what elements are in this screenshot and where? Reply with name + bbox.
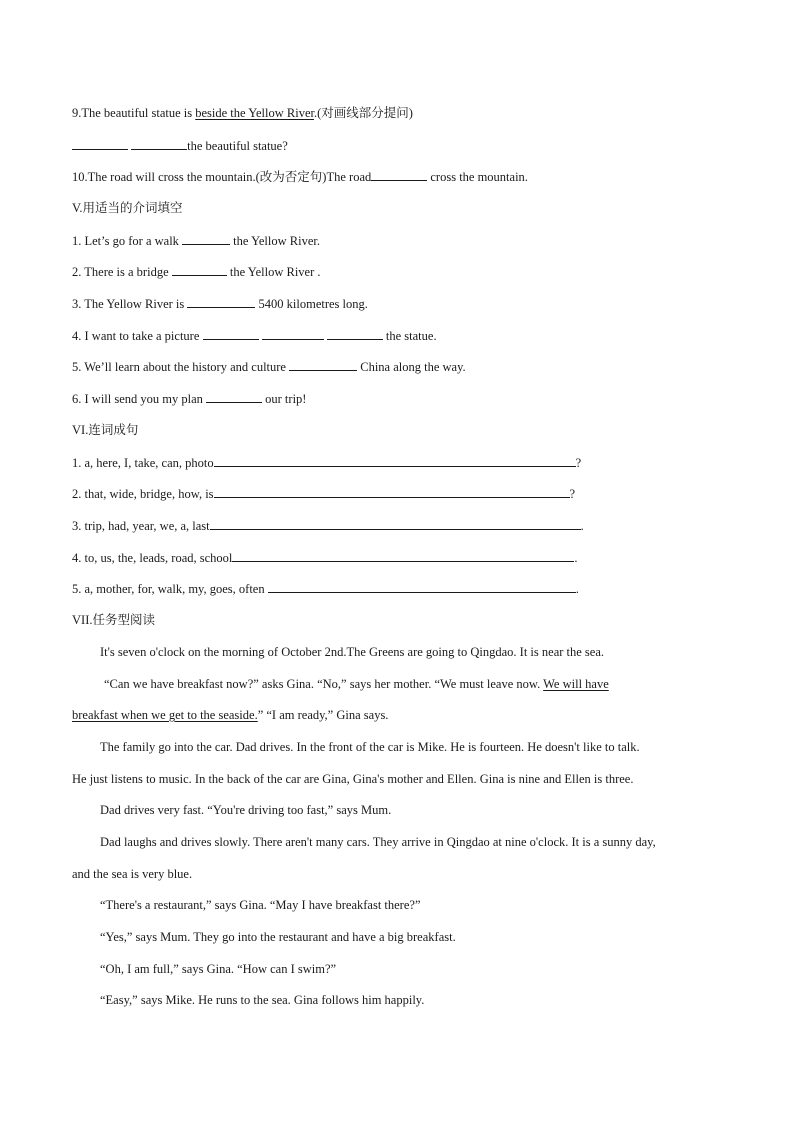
s5-q5-text-end: China along the way. bbox=[357, 360, 466, 374]
para-2-underlined-cont: breakfast when we get to the seaside. bbox=[72, 708, 258, 722]
s5-q2-text-end: the Yellow River . bbox=[226, 265, 321, 279]
answer-line[interactable] bbox=[214, 485, 570, 498]
passage-para-7: “Yes,” says Mum. They go into the restaurant and have a big breakfast. bbox=[100, 930, 456, 944]
q9-instruction: .(对画线部分提问) bbox=[313, 106, 413, 120]
passage-para-3: The family go into the car. Dad drives. In the front of the car is Mike. He is fourteen. He doesn't like to talk. bbox=[100, 740, 640, 754]
s6-q5-words: 5. a, mother, for, walk, my, goes, often bbox=[72, 582, 268, 596]
s5-q1-text: 1. Let’s go for a walk bbox=[72, 234, 183, 248]
question-10 bbox=[72, 168, 528, 185]
passage-para-2-cont bbox=[72, 707, 388, 723]
section-6-heading: VI.连词成句 bbox=[72, 423, 139, 437]
passage-para-8: “Oh, I am full,” says Gina. “How can I swim?” bbox=[100, 962, 337, 976]
s6-q3-punct: . bbox=[580, 519, 584, 533]
answer-line[interactable] bbox=[232, 549, 574, 562]
s5-q3-text-end: 5400 kilometres long. bbox=[255, 297, 368, 311]
passage-para-1: It's seven o'clock on the morning of October 2nd.The Greens are going to Qingdao. It is near the sea. bbox=[100, 645, 605, 659]
answer-line[interactable] bbox=[268, 580, 576, 593]
answer-blank[interactable] bbox=[203, 327, 259, 340]
s5-question-2 bbox=[72, 263, 321, 280]
s6-q5-punct: . bbox=[575, 582, 579, 596]
s6-question-5 bbox=[72, 580, 579, 597]
answer-blank[interactable] bbox=[327, 327, 383, 340]
question-9 bbox=[72, 105, 413, 121]
section-7-heading: VII.任务型阅读 bbox=[72, 613, 155, 627]
answer-blank[interactable] bbox=[172, 263, 227, 276]
q9-underlined-part: beside the Yellow River bbox=[195, 106, 314, 120]
question-9-answer bbox=[72, 137, 288, 154]
passage-para-6: “There's a restaurant,” says Gina. “May I have breakfast there?” bbox=[100, 898, 421, 912]
s5-q5-text: 5. We’ll learn about the history and culture bbox=[72, 360, 290, 374]
s5-question-5 bbox=[72, 358, 466, 375]
s5-q6-text-end: our trip! bbox=[262, 392, 307, 406]
s6-question-2 bbox=[72, 485, 575, 502]
answer-line[interactable] bbox=[210, 517, 581, 530]
passage-para-9: “Easy,” says Mike. He runs to the sea. Gina follows him happily. bbox=[100, 993, 425, 1007]
s6-q3-words: 3. trip, had, year, we, a, last bbox=[72, 519, 210, 533]
q9b-text: the beautiful statue? bbox=[187, 139, 288, 153]
s5-q3-text: 3. The Yellow River is bbox=[72, 297, 188, 311]
q10-text: 10.The road will cross the mountain.(改为否定句)The road bbox=[72, 170, 372, 184]
s5-q1-text-end: the Yellow River. bbox=[230, 234, 320, 248]
para-2-underlined: We will have bbox=[543, 677, 609, 691]
s5-q4-text-end: the statue. bbox=[382, 329, 437, 343]
q10-text-end: cross the mountain. bbox=[427, 170, 528, 184]
s6-q2-punct: ? bbox=[569, 487, 576, 501]
s5-question-6 bbox=[72, 390, 306, 407]
answer-blank[interactable] bbox=[187, 295, 255, 308]
answer-blank[interactable] bbox=[182, 232, 230, 245]
passage-para-2 bbox=[104, 676, 609, 692]
s6-q1-punct: ? bbox=[575, 456, 582, 470]
s5-q2-text: 2. There is a bridge bbox=[72, 265, 172, 279]
s5-q4-text: 4. I want to take a picture bbox=[72, 329, 203, 343]
section-5-heading: V.用适当的介词填空 bbox=[72, 201, 183, 215]
answer-blank[interactable] bbox=[72, 137, 128, 150]
s5-question-1 bbox=[72, 232, 320, 249]
s6-q4-punct: . bbox=[574, 551, 578, 565]
para-2-text-end: ” “I am ready,” Gina says. bbox=[257, 708, 389, 722]
s5-question-4 bbox=[72, 327, 437, 344]
answer-blank[interactable] bbox=[371, 168, 427, 181]
answer-blank[interactable] bbox=[131, 137, 187, 150]
answer-line[interactable] bbox=[214, 454, 576, 467]
s6-question-3 bbox=[72, 517, 584, 534]
para-2-text: “Can we have breakfast now?” asks Gina. “No,” says her mother. “We must leave now. bbox=[104, 677, 544, 691]
passage-para-5-cont: and the sea is very blue. bbox=[72, 867, 193, 881]
s6-q1-words: 1. a, here, I, take, can, photo bbox=[72, 456, 214, 470]
passage-para-3-cont: He just listens to music. In the back of the car are Gina, Gina's mother and Ellen. Gina is nine and Ellen is three. bbox=[72, 772, 634, 786]
answer-blank[interactable] bbox=[289, 358, 357, 371]
s6-q4-words: 4. to, us, the, leads, road, school bbox=[72, 551, 233, 565]
s6-q2-words: 2. that, wide, bridge, how, is bbox=[72, 487, 214, 501]
answer-blank[interactable] bbox=[206, 390, 262, 403]
s5-question-3 bbox=[72, 295, 368, 312]
answer-blank[interactable] bbox=[262, 327, 324, 340]
s6-question-1 bbox=[72, 454, 581, 471]
s5-q6-text: 6. I will send you my plan bbox=[72, 392, 207, 406]
q9-text: 9.The beautiful statue is bbox=[72, 106, 196, 120]
s6-question-4 bbox=[72, 549, 578, 566]
passage-para-4: Dad drives very fast. “You're driving too fast,” says Mum. bbox=[100, 803, 392, 817]
passage-para-5: Dad laughs and drives slowly. There aren't many cars. They arrive in Qingdao at nine o'clock. It is a sunny day, bbox=[100, 835, 656, 849]
